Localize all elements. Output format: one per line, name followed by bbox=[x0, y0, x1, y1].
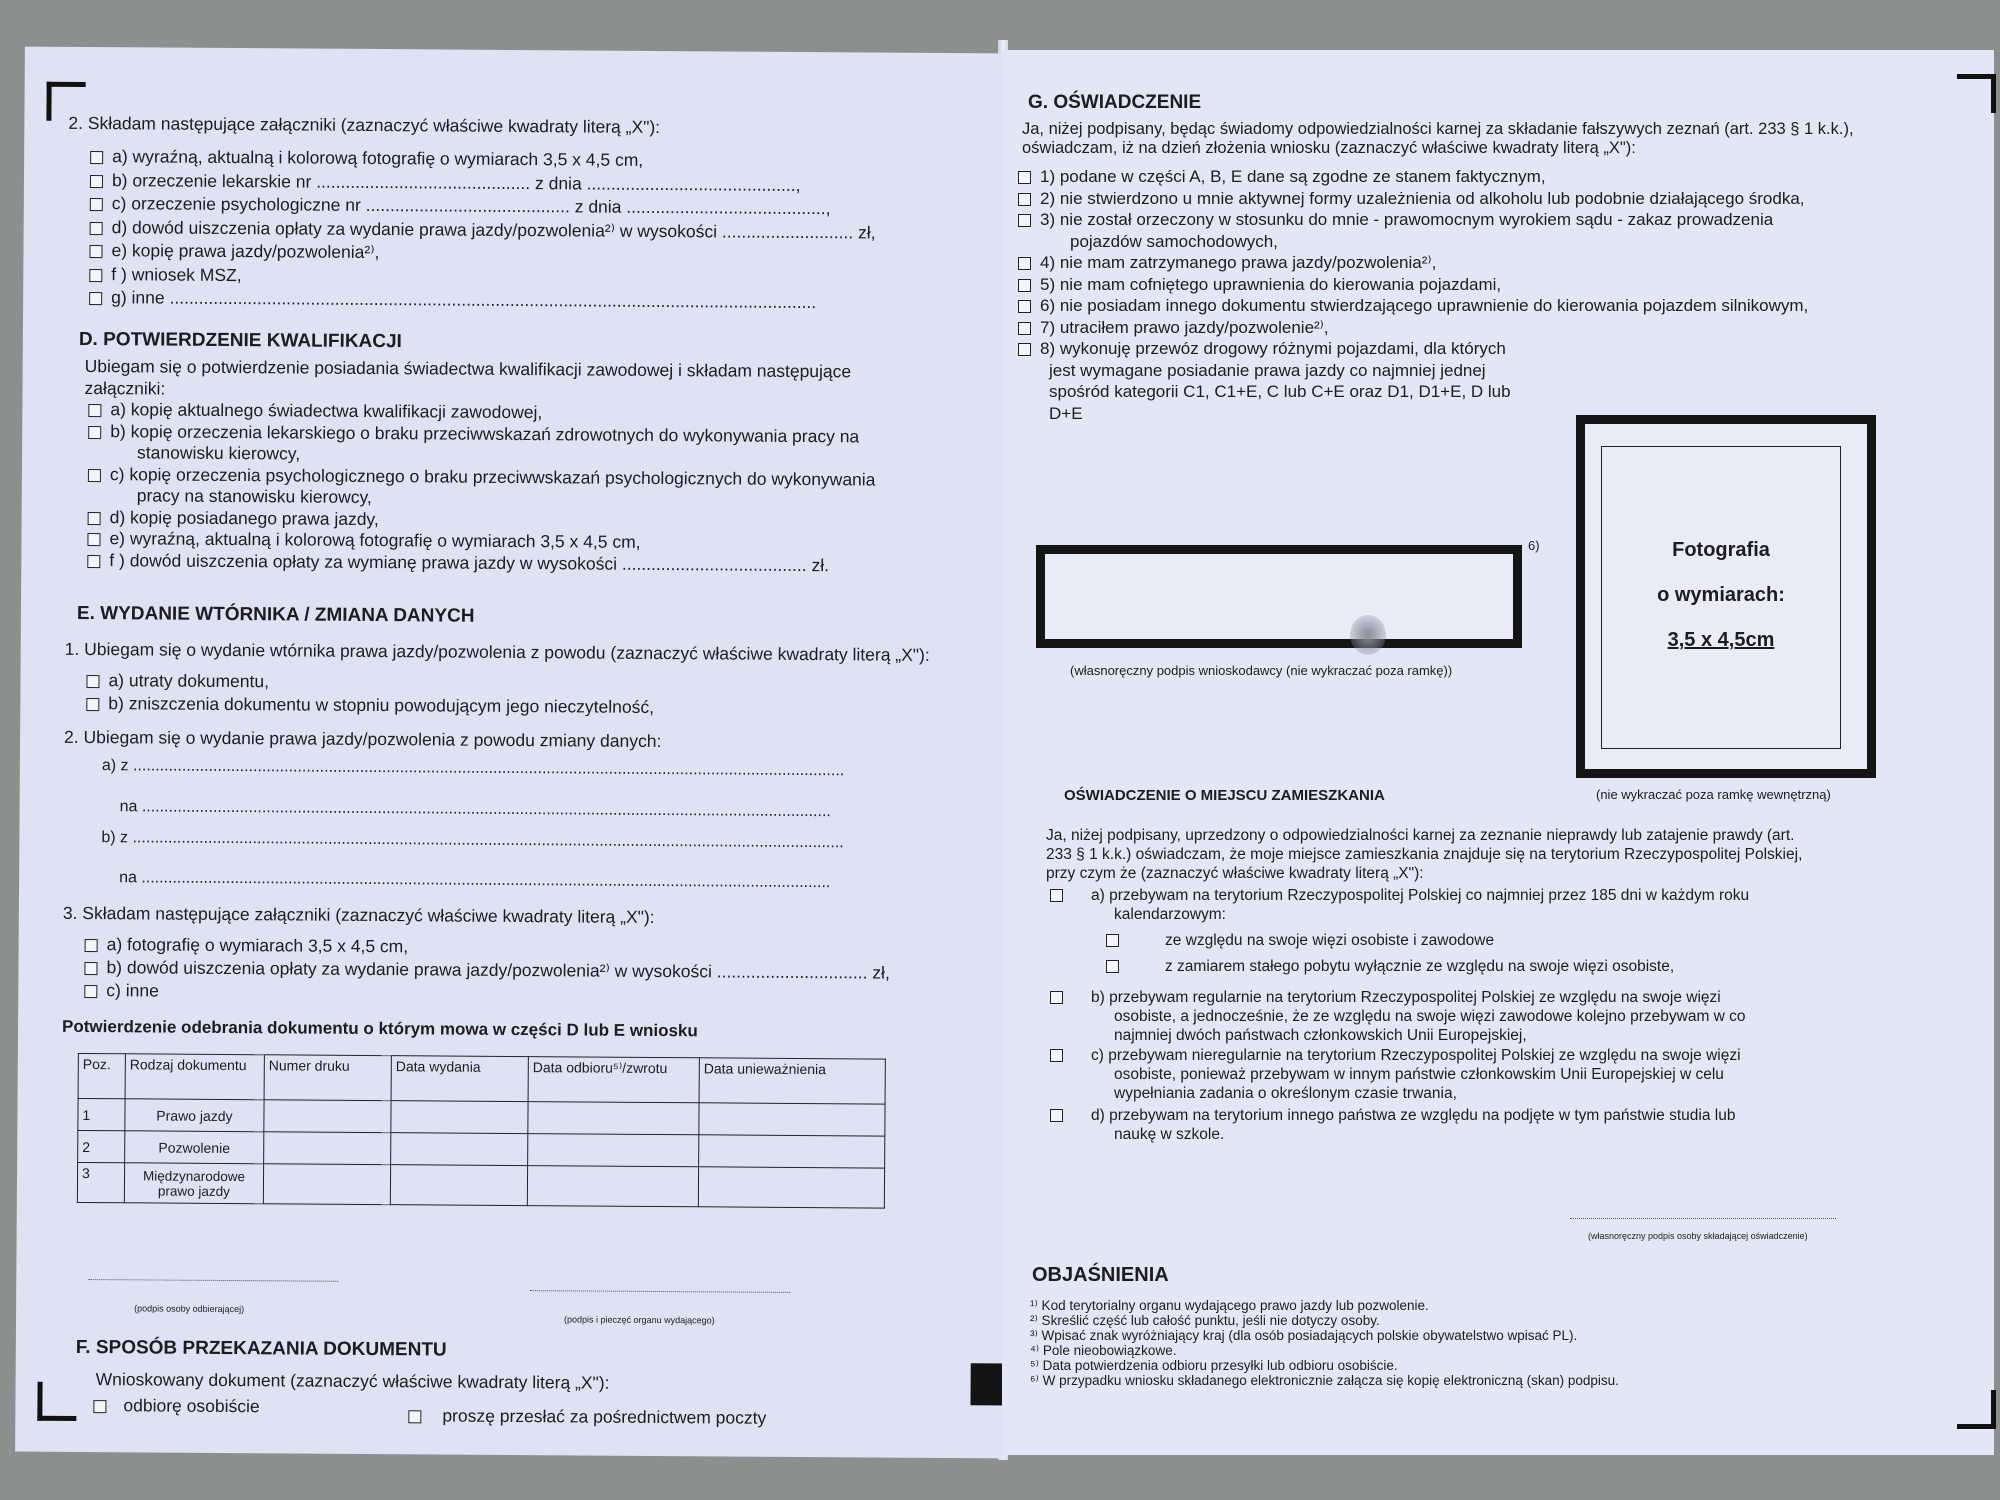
field-a-z[interactable]: a) z ................................................................................................................................................................ bbox=[101, 757, 845, 780]
checkbox[interactable] bbox=[1018, 214, 1031, 227]
cell-input[interactable] bbox=[390, 1165, 527, 1206]
checkbox-row[interactable]: c) inne bbox=[84, 979, 890, 1008]
signature-line-recipient[interactable] bbox=[88, 1279, 338, 1282]
photo-caption: (nie wykraczać poza ramkę wewnętrzną) bbox=[1596, 787, 1831, 802]
checkbox-row[interactable]: e) wyraźną, aktualną i kolorową fotografię o wymiarach 3,5 x 4,5 cm, bbox=[87, 528, 875, 555]
residence-option-a-sub bbox=[1106, 928, 1674, 980]
left-page bbox=[15, 47, 1013, 1459]
checkbox-row[interactable]: b) orzeczenie lekarskie nr ............................................ z dnia ..........................................., bbox=[90, 169, 876, 198]
section-g-list bbox=[1018, 166, 1808, 424]
checkbox[interactable] bbox=[1106, 934, 1119, 947]
cell-poz: 3 bbox=[77, 1162, 124, 1202]
cell-input[interactable] bbox=[264, 1100, 391, 1133]
cell-input[interactable] bbox=[528, 1102, 699, 1135]
signature-caption-office: (podpis i pieczęć organu wydającego) bbox=[564, 1314, 715, 1326]
table-header-row bbox=[78, 1053, 885, 1104]
corner-mark-top-right bbox=[1957, 74, 1996, 113]
cell-input[interactable] bbox=[264, 1132, 391, 1165]
checkbox[interactable] bbox=[90, 175, 103, 188]
checkbox[interactable] bbox=[88, 426, 101, 439]
checkbox-row[interactable]: ze względu na swoje więzi osobiste i zawodowe bbox=[1106, 928, 1674, 954]
checkbox[interactable] bbox=[1050, 1049, 1063, 1062]
checkbox-row[interactable]: a) kopię aktualnego świadectwa kwalifikacji zawodowej, bbox=[88, 399, 876, 426]
checkbox[interactable] bbox=[1018, 171, 1031, 184]
checkbox-row[interactable]: c) kopię orzeczenia psychologicznego o braku przeciwwskazań psychologicznych do wykonywania bbox=[88, 464, 876, 491]
list-item: ¹⁾ Kod terytorialny organu wydającego prawo jazdy lub pozwolenie. bbox=[1030, 1298, 1429, 1313]
checkbox-row[interactable]: a) fotografię o wymiarach 3,5 x 4,5 cm, bbox=[85, 933, 891, 962]
continuation-text: spośród kategorii C1, C1+E, C lub C+E oraz D1, D1+E, D lub bbox=[1049, 382, 1511, 401]
ink-smudge bbox=[1350, 615, 1386, 655]
column-header: Data wydania bbox=[391, 1056, 528, 1102]
checkbox[interactable] bbox=[89, 292, 102, 305]
checkbox-row[interactable]: 2) nie stwierdzono u mnie aktywnej formy uzależnienia od alkoholu lub podobnie działającego środka, bbox=[1018, 188, 1808, 210]
notes-list bbox=[1030, 1298, 1619, 1388]
checkbox-row[interactable]: d) dowód uiszczenia opłaty za wydanie prawa jazdy/pozwolenia²⁾ w wysokości ........................... zł, bbox=[90, 216, 876, 245]
continuation-text: jest wymagane posiadanie prawa jazdy co najmniej jednej bbox=[1049, 360, 1486, 380]
section-e-q3-list bbox=[84, 933, 890, 1008]
checkbox-row[interactable]: 4) nie mam zatrzymanego prawa jazdy/pozwolenia²⁾, bbox=[1018, 252, 1808, 274]
checkbox[interactable] bbox=[85, 939, 98, 952]
checkbox-row[interactable]: 1) podane w części A, B, E dane są zgodne ze stanem faktycznym, bbox=[1018, 166, 1808, 188]
corner-mark-bottom-left bbox=[37, 1382, 76, 1421]
right-page bbox=[1002, 50, 1994, 1455]
photo-label: Fotografia o wymiarach: 3,5 x 4,5cm bbox=[1657, 539, 1785, 651]
cell-input[interactable] bbox=[699, 1135, 885, 1168]
checkbox[interactable] bbox=[88, 404, 101, 417]
checkbox[interactable] bbox=[1106, 960, 1119, 973]
section-e-q1: 1. Ubiegam się o wydanie wtórnika prawa jazdy/pozwolenia z powodu (zaznaczyć właściwe kwadraty literą „X"): bbox=[64, 638, 930, 665]
field-b-z[interactable]: b) z ................................................................................................................................................................ bbox=[101, 829, 844, 852]
section-e-heading: E. WYDANIE WTÓRNIKA / ZMIANA DANYCH bbox=[76, 602, 475, 627]
signature-box[interactable] bbox=[1036, 545, 1522, 648]
column-header: Poz. bbox=[78, 1053, 125, 1098]
checkbox[interactable] bbox=[86, 698, 99, 711]
list-item: ⁶⁾ W przypadku wniosku składanego elektronicznie załącza się kopię elektroniczną (skan) podpisu. bbox=[1030, 1373, 1619, 1388]
residence-heading: OŚWIADCZENIE O MIEJSCU ZAMIESZKANIA bbox=[1064, 787, 1385, 804]
checkbox-row[interactable]: f ) dowód uiszczenia opłaty za wymianę prawa jazdy w wysokości ...................................... zł. bbox=[87, 550, 875, 577]
section-d-heading: D. POTWIERDZENIE KWALIFIKACJI bbox=[78, 328, 402, 353]
checkbox[interactable] bbox=[90, 198, 103, 211]
confirmation-table bbox=[77, 1053, 886, 1209]
footnote-mark: 6) bbox=[1528, 538, 1540, 553]
checkbox-row[interactable]: d) kopię posiadanego prawa jazdy, bbox=[88, 507, 876, 534]
checkbox-row[interactable]: g) inne ..................................................................................................................................... bbox=[89, 286, 875, 315]
checkbox[interactable] bbox=[1018, 322, 1031, 335]
checkbox[interactable] bbox=[1018, 343, 1031, 356]
residence-intro: Ja, niżej podpisany, uprzedzony o odpowiedzialności karnej za zeznanie nieprawdy lub zatajenie prawdy (art. 233 § 1 k.k.) oświadczam, że moje miejsce zamieszkania znajduje się na terytorium Rzeczypospolitej Polskiej, przy czym że (zaznaczyć właściwe kwadraty literą „X"): bbox=[1046, 827, 1803, 882]
cell-input[interactable] bbox=[699, 1103, 885, 1136]
continuation-text: D+E bbox=[1049, 403, 1083, 423]
checkbox-row[interactable]: 6) nie posiadam innego dokumentu stwierdzającego uprawnienie do kierowania pojazdem silnikowym, bbox=[1018, 295, 1808, 317]
checkbox[interactable] bbox=[87, 533, 100, 546]
checkbox[interactable] bbox=[89, 269, 102, 282]
corner-mark-bottom-right bbox=[1957, 1390, 1996, 1429]
section-d-intro: Ubiegam się o potwierdzenie posiadania świadectwa kwalifikacji zawodowej i składam następujące załączniki: bbox=[84, 355, 852, 399]
checkbox[interactable] bbox=[1050, 889, 1063, 902]
checkbox[interactable] bbox=[88, 469, 101, 482]
column-header: Rodzaj dokumentu bbox=[125, 1054, 264, 1100]
signature-caption-recipient: (podpis osoby odbierającej) bbox=[134, 1303, 245, 1315]
checkbox-row[interactable]: e) kopię prawa jazdy/pozwolenia²⁾, bbox=[89, 239, 875, 268]
column-header: Data unieważnienia bbox=[699, 1058, 885, 1104]
section-g-heading: G. OŚWIADCZENIE bbox=[1028, 92, 1202, 113]
checkbox[interactable] bbox=[84, 962, 97, 975]
checkbox-row[interactable]: b) zniszczenia dokumentu w stopniu powodującym jego nieczytelność, bbox=[86, 692, 654, 719]
list-item: ²⁾ Skreślić część lub całość punktu, jeśli nie dotyczy osoby. bbox=[1030, 1313, 1380, 1328]
table-row bbox=[77, 1162, 884, 1208]
notes-heading: OBJAŚNIENIA bbox=[1032, 1264, 1169, 1286]
cell-poz: 1 bbox=[78, 1098, 125, 1130]
checkbox-row[interactable]: 7) utraciłem prawo jazdy/pozwolenie²⁾, bbox=[1018, 317, 1808, 339]
residence-option-c[interactable]: c) przebywam nieregularnie na terytorium Rzeczypospolitej Polskiej ze względu na swoje więzi osobiste, ponieważ przebywam w innym państwie członkowskim Unii Europejskiej w celu wypełniania zadania o określonym czasie trwania, bbox=[1050, 1046, 1741, 1103]
field-a-na[interactable]: na ........................................................................................................................................................... bbox=[119, 798, 831, 821]
confirmation-title: Potwierdzenie odebrania dokumentu o którym mowa w części D lub E wniosku bbox=[62, 1016, 698, 1041]
checkbox[interactable] bbox=[86, 675, 99, 688]
checkbox-row[interactable]: c) orzeczenie psychologiczne nr .......................................... z dnia ........................................., bbox=[90, 192, 876, 221]
signature-caption-residence: (własnoręczny podpis osoby składającej oświadczenie) bbox=[1588, 1231, 1808, 1241]
checkbox-row[interactable]: a) wyraźną, aktualną i kolorową fotografię o wymiarach 3,5 x 4,5 cm, bbox=[90, 145, 876, 174]
column-header: Data odbioru⁵⁾/zwrotu bbox=[528, 1057, 699, 1103]
checkbox[interactable] bbox=[87, 555, 100, 568]
checkbox[interactable] bbox=[1018, 193, 1031, 206]
checkbox-row[interactable]: a) utraty dokumentu, bbox=[86, 669, 654, 696]
section-f-heading: F. SPOSÓB PRZEKAZANIA DOKUMENTU bbox=[75, 1336, 447, 1361]
continuation-text: stanowisku kierowcy, bbox=[137, 442, 301, 464]
checkbox-row[interactable]: 8) wykonuję przewóz drogowy różnymi pojazdami, dla których bbox=[1018, 338, 1808, 360]
checkbox[interactable] bbox=[88, 512, 101, 525]
checkbox[interactable] bbox=[1050, 991, 1063, 1004]
section-e-q2: 2. Ubiegam się o wydanie prawa jazdy/pozwolenia z powodu zmiany danych: bbox=[64, 726, 662, 752]
checkbox[interactable] bbox=[1018, 279, 1031, 292]
cell-input[interactable] bbox=[527, 1166, 698, 1207]
section-c2-title: 2. Składam następujące załączniki (zaznaczyć właściwe kwadraty literą „X"): bbox=[68, 112, 661, 138]
column-header: Numer druku bbox=[264, 1055, 391, 1101]
continuation-text: pracy na stanowisku kierowcy, bbox=[136, 485, 372, 508]
checkbox[interactable] bbox=[408, 1410, 421, 1423]
checkbox[interactable] bbox=[90, 151, 103, 164]
cell-poz: 2 bbox=[78, 1130, 125, 1162]
checkbox-row[interactable]: b) kopię orzeczenia lekarskiego o braku przeciwwskazań zdrowotnych do wykonywania pracy na bbox=[88, 421, 876, 448]
field-b-na[interactable]: na ........................................................................................................................................................... bbox=[119, 869, 831, 892]
residence-option-d[interactable]: d) przebywam na terytorium innego państwa ze względu na podjęte w tym państwie studia lub naukę w szkole. bbox=[1050, 1106, 1735, 1144]
signature-line-office[interactable] bbox=[530, 1290, 790, 1293]
section-d-list bbox=[87, 399, 876, 576]
signature-caption: (własnoręczny podpis wnioskodawcy (nie wykraczać poza ramkę)) bbox=[1070, 663, 1453, 678]
cell-doc-type: Prawo jazdy bbox=[125, 1099, 264, 1132]
checkbox[interactable] bbox=[84, 985, 97, 998]
checkbox-row[interactable]: 3) nie został orzeczony w stosunku do mnie - prawomocnym wyrokiem sądu - zakaz prowadzenia bbox=[1018, 209, 1808, 231]
checkbox-row[interactable]: f ) wniosek MSZ, bbox=[89, 263, 875, 292]
option-personal-pickup[interactable]: odbiorę osobiście bbox=[93, 1395, 259, 1417]
signature-line-residence[interactable] bbox=[1570, 1218, 1836, 1219]
section-c2-list bbox=[89, 145, 876, 315]
checkbox[interactable] bbox=[89, 245, 102, 258]
checkbox[interactable] bbox=[93, 1400, 106, 1413]
checkbox[interactable] bbox=[90, 222, 103, 235]
checkbox-row[interactable]: b) dowód uiszczenia opłaty za wydanie prawa jazdy/pozwolenia²⁾ w wysokości ............................... zł, bbox=[84, 956, 890, 985]
option-send-by-post[interactable]: proszę przesłać za pośrednictwem poczty bbox=[408, 1405, 766, 1428]
section-e-q1-list bbox=[86, 669, 654, 719]
residence-option-b[interactable]: b) przebywam regularnie na terytorium Rzeczypospolitej Polskiej ze względu na swoje więzi osobiste, a jednocześnie, że ze względu na swoje więzi zawodowe kolejno przebywam w co najmniej dwóch państwach członkowskich Unii Europejskiej, bbox=[1050, 988, 1746, 1045]
cell-input[interactable] bbox=[698, 1167, 884, 1208]
checkbox-row[interactable]: z zamiarem stałego pobytu wyłącznie ze względu na swoje więzi osobiste, bbox=[1106, 954, 1674, 980]
cell-input[interactable] bbox=[263, 1164, 390, 1205]
cell-input[interactable] bbox=[528, 1134, 699, 1167]
list-item: ⁴⁾ Pole nieobowiązkowe. bbox=[1030, 1343, 1177, 1358]
section-g-intro: Ja, niżej podpisany, będąc świadomy odpowiedzialności karnej za składanie fałszywych zeznań (art. 233 § 1 k.k.), oświadczam, iż na dzień złożenia wniosku (zaznaczyć właściwe kwadraty literą „X"): bbox=[1022, 120, 1854, 157]
cell-input[interactable] bbox=[391, 1133, 528, 1166]
section-e-q3: 3. Składam następujące załączniki (zaznaczyć właściwe kwadraty literą „X"): bbox=[62, 902, 655, 927]
checkbox[interactable] bbox=[1018, 257, 1031, 270]
list-item: ³⁾ Wpisać znak wyróżniający kraj (dla osób posiadających polskie obywatelstwo wpisać PL). bbox=[1030, 1328, 1578, 1343]
cell-input[interactable] bbox=[391, 1101, 528, 1134]
cell-doc-type: Międzynarodowe prawo jazdy bbox=[124, 1163, 263, 1204]
list-item: ⁵⁾ Data potwierdzenia odbioru przesyłki lub odbioru osobiście. bbox=[1030, 1358, 1398, 1373]
checkbox[interactable] bbox=[1050, 1109, 1063, 1122]
cell-doc-type: Pozwolenie bbox=[125, 1131, 264, 1164]
checkbox[interactable] bbox=[1018, 300, 1031, 313]
continuation-text: pojazdów samochodowych, bbox=[1070, 231, 1278, 251]
checkbox-row[interactable]: 5) nie mam cofniętego uprawnienia do kierowania pojazdami, bbox=[1018, 274, 1808, 296]
section-f-intro: Wnioskowany dokument (zaznaczyć właściwe kwadraty literą „X"): bbox=[95, 1369, 610, 1393]
residence-option-a[interactable]: a) przebywam na terytorium Rzeczypospolitej Polskiej co najmniej przez 185 dni w każdym roku kalendarzowym: bbox=[1050, 886, 1749, 924]
